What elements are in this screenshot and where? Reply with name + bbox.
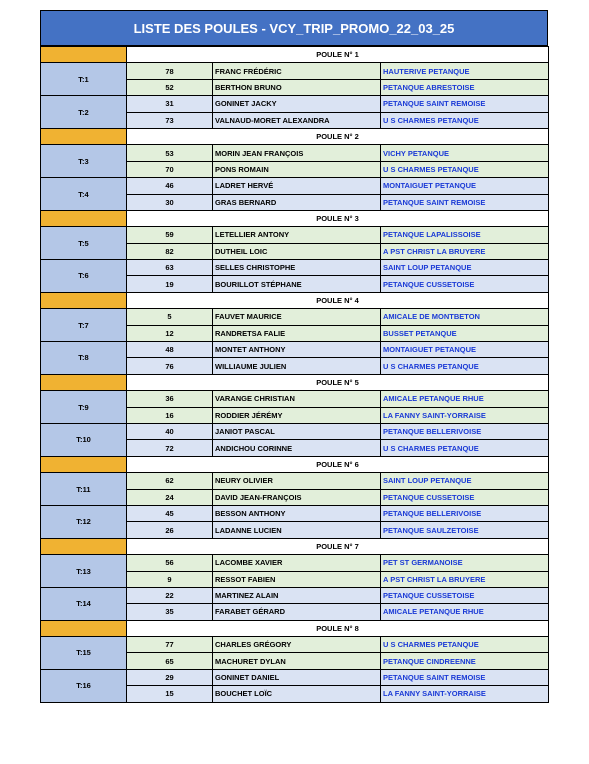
poule-spacer bbox=[41, 620, 127, 636]
player-name: VARANGE CHRISTIAN bbox=[213, 391, 381, 407]
player-club: PETANQUE CUSSETOISE bbox=[381, 276, 549, 292]
player-number: 12 bbox=[127, 325, 213, 341]
team-label: T:8 bbox=[41, 342, 127, 375]
poule-header-row bbox=[41, 620, 549, 636]
table-row bbox=[41, 227, 549, 243]
player-number: 24 bbox=[127, 489, 213, 505]
player-club: PETANQUE SAINT REMOISE bbox=[381, 194, 549, 210]
player-club: U S CHARMES PETANQUE bbox=[381, 358, 549, 374]
team-label: T:5 bbox=[41, 227, 127, 260]
poule-header-row bbox=[41, 47, 549, 63]
poule-spacer bbox=[41, 374, 127, 390]
poule-spacer bbox=[41, 538, 127, 554]
player-name: GONINET DANIEL bbox=[213, 669, 381, 685]
table-row bbox=[41, 587, 549, 603]
player-number: 16 bbox=[127, 407, 213, 423]
player-number: 35 bbox=[127, 604, 213, 620]
player-name: BOURILLOT STÉPHANE bbox=[213, 276, 381, 292]
player-name: DAVID JEAN-FRANÇOIS bbox=[213, 489, 381, 505]
player-name: DUTHEIL LOIC bbox=[213, 243, 381, 259]
table-row bbox=[41, 423, 549, 439]
poule-label: POULE N° 6 bbox=[127, 456, 549, 472]
poule-label: POULE N° 7 bbox=[127, 538, 549, 554]
player-name: ANDICHOU CORINNE bbox=[213, 440, 381, 456]
player-club: PETANQUE CUSSETOISE bbox=[381, 489, 549, 505]
player-number: 73 bbox=[127, 112, 213, 128]
player-number: 70 bbox=[127, 161, 213, 177]
player-club: MONTAIGUET PETANQUE bbox=[381, 342, 549, 358]
table-row bbox=[41, 145, 549, 161]
player-name: JANIOT PASCAL bbox=[213, 423, 381, 439]
player-name: LACOMBE XAVIER bbox=[213, 555, 381, 571]
player-club: PETANQUE CINDREENNE bbox=[381, 653, 549, 669]
player-number: 22 bbox=[127, 587, 213, 603]
player-club: BUSSET PETANQUE bbox=[381, 325, 549, 341]
player-number: 63 bbox=[127, 260, 213, 276]
player-number: 59 bbox=[127, 227, 213, 243]
table-row bbox=[41, 63, 549, 79]
player-club: PETANQUE SAINT REMOISE bbox=[381, 96, 549, 112]
player-number: 77 bbox=[127, 637, 213, 653]
poule-table bbox=[40, 46, 549, 703]
player-name: RESSOT FABIEN bbox=[213, 571, 381, 587]
poule-spacer bbox=[41, 292, 127, 308]
player-number: 15 bbox=[127, 686, 213, 702]
player-name: WILLIAUME JULIEN bbox=[213, 358, 381, 374]
team-label: T:7 bbox=[41, 309, 127, 342]
player-number: 46 bbox=[127, 178, 213, 194]
table-row bbox=[41, 669, 549, 685]
player-name: FARABET GÉRARD bbox=[213, 604, 381, 620]
player-number: 65 bbox=[127, 653, 213, 669]
player-club: U S CHARMES PETANQUE bbox=[381, 440, 549, 456]
player-name: SELLES CHRISTOPHE bbox=[213, 260, 381, 276]
player-name: MACHURET DYLAN bbox=[213, 653, 381, 669]
player-name: GRAS BERNARD bbox=[213, 194, 381, 210]
player-name: GONINET JACKY bbox=[213, 96, 381, 112]
table-row bbox=[41, 309, 549, 325]
player-club: PETANQUE BELLERIVOISE bbox=[381, 423, 549, 439]
player-number: 45 bbox=[127, 505, 213, 521]
team-label: T:2 bbox=[41, 96, 127, 129]
player-number: 30 bbox=[127, 194, 213, 210]
player-name: MONTET ANTHONY bbox=[213, 342, 381, 358]
table-row bbox=[41, 342, 549, 358]
player-name: BERTHON BRUNO bbox=[213, 79, 381, 95]
player-name: FAUVET MAURICE bbox=[213, 309, 381, 325]
player-club: SAINT LOUP PETANQUE bbox=[381, 260, 549, 276]
player-club: SAINT LOUP PETANQUE bbox=[381, 473, 549, 489]
player-number: 31 bbox=[127, 96, 213, 112]
player-number: 36 bbox=[127, 391, 213, 407]
player-club: PETANQUE CUSSETOISE bbox=[381, 587, 549, 603]
player-club: HAUTERIVE PETANQUE bbox=[381, 63, 549, 79]
player-club: AMICALE DE MONTBETON bbox=[381, 309, 549, 325]
team-label: T:4 bbox=[41, 178, 127, 211]
team-label: T:10 bbox=[41, 423, 127, 456]
player-club: PETANQUE SAULZETOISE bbox=[381, 522, 549, 538]
player-number: 56 bbox=[127, 555, 213, 571]
player-number: 26 bbox=[127, 522, 213, 538]
team-label: T:1 bbox=[41, 63, 127, 96]
poule-label: POULE N° 3 bbox=[127, 210, 549, 226]
player-number: 9 bbox=[127, 571, 213, 587]
player-club: LA FANNY SAINT-YORRAISE bbox=[381, 686, 549, 702]
poule-spacer bbox=[41, 456, 127, 472]
player-name: NEURY OLIVIER bbox=[213, 473, 381, 489]
player-number: 76 bbox=[127, 358, 213, 374]
player-name: LADANNE LUCIEN bbox=[213, 522, 381, 538]
player-number: 62 bbox=[127, 473, 213, 489]
player-name: FRANC FRÉDÉRIC bbox=[213, 63, 381, 79]
player-club: PETANQUE SAINT REMOISE bbox=[381, 669, 549, 685]
player-club: U S CHARMES PETANQUE bbox=[381, 161, 549, 177]
player-club: PETANQUE ABRESTOISE bbox=[381, 79, 549, 95]
poule-header-row bbox=[41, 128, 549, 144]
player-club: PETANQUE LAPALISSOISE bbox=[381, 227, 549, 243]
poule-label: POULE N° 5 bbox=[127, 374, 549, 390]
poule-spacer bbox=[41, 47, 127, 63]
table-row bbox=[41, 96, 549, 112]
player-club: PET ST GERMANOISE bbox=[381, 555, 549, 571]
player-club: AMICALE PETANQUE RHUE bbox=[381, 604, 549, 620]
player-name: BESSON ANTHONY bbox=[213, 505, 381, 521]
poule-label: POULE N° 2 bbox=[127, 128, 549, 144]
player-club: A PST CHRIST LA BRUYERE bbox=[381, 243, 549, 259]
table-row bbox=[41, 178, 549, 194]
player-name: BOUCHET LOÏC bbox=[213, 686, 381, 702]
player-club: MONTAIGUET PETANQUE bbox=[381, 178, 549, 194]
team-label: T:15 bbox=[41, 637, 127, 670]
poule-label: POULE N° 1 bbox=[127, 47, 549, 63]
team-label: T:13 bbox=[41, 555, 127, 588]
player-name: PONS ROMAIN bbox=[213, 161, 381, 177]
team-label: T:12 bbox=[41, 505, 127, 538]
team-label: T:3 bbox=[41, 145, 127, 178]
player-number: 72 bbox=[127, 440, 213, 456]
player-club: U S CHARMES PETANQUE bbox=[381, 637, 549, 653]
table-row bbox=[41, 555, 549, 571]
player-number: 48 bbox=[127, 342, 213, 358]
poule-header-row bbox=[41, 210, 549, 226]
player-number: 78 bbox=[127, 63, 213, 79]
poule-label: POULE N° 4 bbox=[127, 292, 549, 308]
player-name: LADRET HERVÉ bbox=[213, 178, 381, 194]
player-name: RANDRETSA FALIE bbox=[213, 325, 381, 341]
player-name: VALNAUD-MORET ALEXANDRA bbox=[213, 112, 381, 128]
player-name: LETELLIER ANTONY bbox=[213, 227, 381, 243]
team-label: T:9 bbox=[41, 391, 127, 424]
poule-sheet bbox=[40, 10, 548, 703]
poule-spacer bbox=[41, 128, 127, 144]
team-label: T:11 bbox=[41, 473, 127, 506]
player-number: 40 bbox=[127, 423, 213, 439]
player-number: 19 bbox=[127, 276, 213, 292]
poule-header-row bbox=[41, 292, 549, 308]
player-club: U S CHARMES PETANQUE bbox=[381, 112, 549, 128]
table-row bbox=[41, 473, 549, 489]
poule-spacer bbox=[41, 210, 127, 226]
player-name: MARTINEZ ALAIN bbox=[213, 587, 381, 603]
page-title: LISTE DES POULES - VCY_TRIP_PROMO_22_03_25 bbox=[40, 10, 548, 46]
player-club: AMICALE PETANQUE RHUE bbox=[381, 391, 549, 407]
table-row bbox=[41, 637, 549, 653]
table-row bbox=[41, 260, 549, 276]
poule-header-row bbox=[41, 374, 549, 390]
poule-header-row bbox=[41, 538, 549, 554]
poule-header-row bbox=[41, 456, 549, 472]
player-club: VICHY PETANQUE bbox=[381, 145, 549, 161]
player-number: 82 bbox=[127, 243, 213, 259]
player-number: 29 bbox=[127, 669, 213, 685]
player-name: RODDIER JÉRÉMY bbox=[213, 407, 381, 423]
player-name: CHARLES GRÉGORY bbox=[213, 637, 381, 653]
team-label: T:16 bbox=[41, 669, 127, 702]
player-club: PETANQUE BELLERIVOISE bbox=[381, 505, 549, 521]
player-number: 52 bbox=[127, 79, 213, 95]
player-club: A PST CHRIST LA BRUYERE bbox=[381, 571, 549, 587]
team-label: T:6 bbox=[41, 260, 127, 293]
player-club: LA FANNY SAINT-YORRAISE bbox=[381, 407, 549, 423]
player-number: 5 bbox=[127, 309, 213, 325]
player-name: MORIN JEAN FRANÇOIS bbox=[213, 145, 381, 161]
poule-label: POULE N° 8 bbox=[127, 620, 549, 636]
team-label: T:14 bbox=[41, 587, 127, 620]
player-number: 53 bbox=[127, 145, 213, 161]
table-row bbox=[41, 391, 549, 407]
table-row bbox=[41, 505, 549, 521]
